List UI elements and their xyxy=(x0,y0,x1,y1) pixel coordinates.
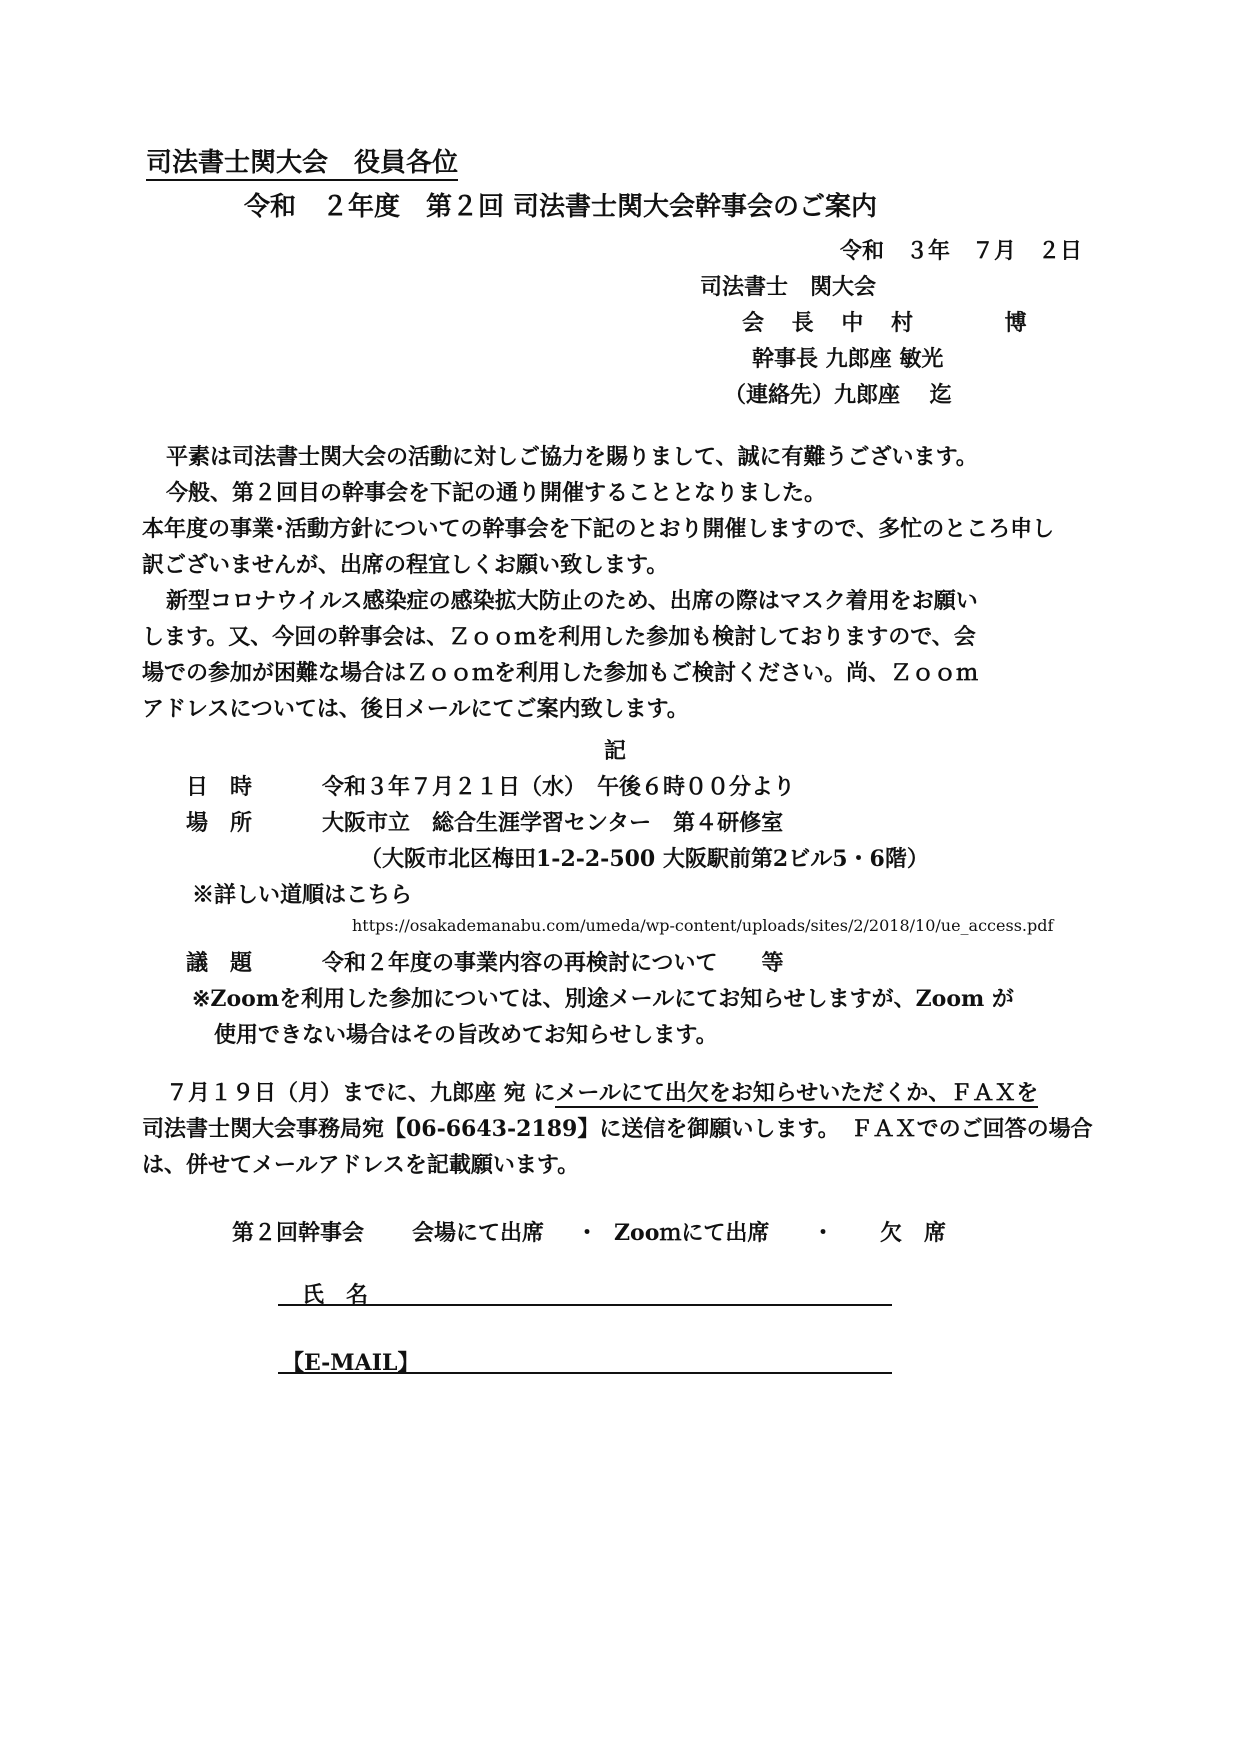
zoom-note-line-2: 使用できない場合はその旨改めてお知らせします。 xyxy=(214,1022,718,1048)
agenda-label: 議 題 xyxy=(186,950,253,976)
issue-date: 令和 ３年 ７月 ２日 xyxy=(840,238,1083,264)
place-address: （大阪市北区梅田1-2-2-500 大阪駅前第2ビル5・6階） xyxy=(360,846,929,872)
place-value: 大阪市立 総合生涯学習センター 第４研修室 xyxy=(322,810,784,836)
name-label: 氏 名 xyxy=(302,1282,369,1308)
attend-venue-option[interactable]: 会場にて出席 xyxy=(412,1220,545,1246)
meeting-label: 第２回幹事会 xyxy=(232,1220,365,1246)
covid-line-2: します。又、今回の幹事会は、Ｚｏｏｍを利用した参加も検討しておりますので、会 xyxy=(142,624,976,650)
contact-person: （連絡先）九郎座 迄 xyxy=(724,382,952,408)
datetime-label: 日 時 xyxy=(186,774,253,800)
name-input-line[interactable] xyxy=(278,1304,892,1306)
greeting-paragraph: 平素は司法書士関大会の活動に対しご協力を賜りまして、誠に有難うございます。 xyxy=(166,444,978,470)
covid-line-1: 新型コロナウイルス感染症の感染拡大防止のため、出席の際はマスク着用をお願い xyxy=(166,588,978,614)
agenda-value: 令和２年度の事業内容の再検討について 等 xyxy=(322,950,784,976)
reply-line-2: 司法書士関大会事務局宛【06-6643-2189】に送信を御願いします。 ＦＡＸでのご回答の場合 xyxy=(142,1116,1093,1142)
president-name: 会 長 中 村 博 xyxy=(742,310,1037,336)
directions-url[interactable]: https://osakademanabu.com/umeda/wp-content/uploads/sites/2/2018/10/ue_access.pdf xyxy=(352,916,1054,935)
email-input-line[interactable] xyxy=(278,1372,892,1374)
zoom-note-line-1: ※Zoomを利用した参加については、別途メールにてお知らせしますが、Zoom が xyxy=(192,986,1014,1012)
secretary-name: 幹事長 九郎座 敏光 xyxy=(752,346,944,372)
directions-note: ※詳しい道順はこちら xyxy=(192,882,413,908)
covid-line-4: アドレスについては、後日メールにてご案内致します。 xyxy=(142,696,689,722)
place-label: 場 所 xyxy=(186,810,253,836)
covid-line-3: 場での参加が困難な場合はＺｏｏｍを利用した参加もご検討ください。尚、Ｚｏｏｍ xyxy=(142,660,979,686)
attend-zoom-option[interactable]: Zooｍにて出席 xyxy=(614,1220,770,1246)
reply-line-3: は、併せてメールアドレスを記載願います。 xyxy=(142,1152,580,1178)
option-separator-1: ・ xyxy=(576,1220,599,1246)
announcement-paragraph: 今般、第２回目の幹事会を下記の通り開催することとなりました。 xyxy=(166,480,827,506)
email-label: 【E-MAIL】 xyxy=(282,1350,420,1376)
request-line-2: 訳ございませんが、出席の程宜しくお願い致します。 xyxy=(142,552,669,578)
option-separator-2: ・ xyxy=(812,1220,835,1246)
organization-name: 司法書士 関大会 xyxy=(700,274,877,300)
request-line-1: 本年度の事業･活動方針についての幹事会を下記のとおり開催しますので、多忙のところ申し xyxy=(142,516,1055,542)
datetime-value: 令和３年７月２１日（水） 午後６時００分より xyxy=(322,774,796,800)
ki-heading: 記 xyxy=(604,738,627,764)
reply-deadline-text: ７月１９日（月）までに、九郎座 宛 に xyxy=(166,1080,556,1106)
reply-line-1 xyxy=(166,1076,1038,1107)
absent-option[interactable]: 欠 席 xyxy=(880,1220,947,1246)
document-title: 令和 ２年度 第２回 司法書士関大会幹事会のご案内 xyxy=(244,192,878,222)
addressee: 司法書士関大会 役員各位 xyxy=(146,142,458,181)
reply-method-underlined: メールにて出欠をお知らせいただくか、ＦＡＸを xyxy=(555,1080,1039,1106)
